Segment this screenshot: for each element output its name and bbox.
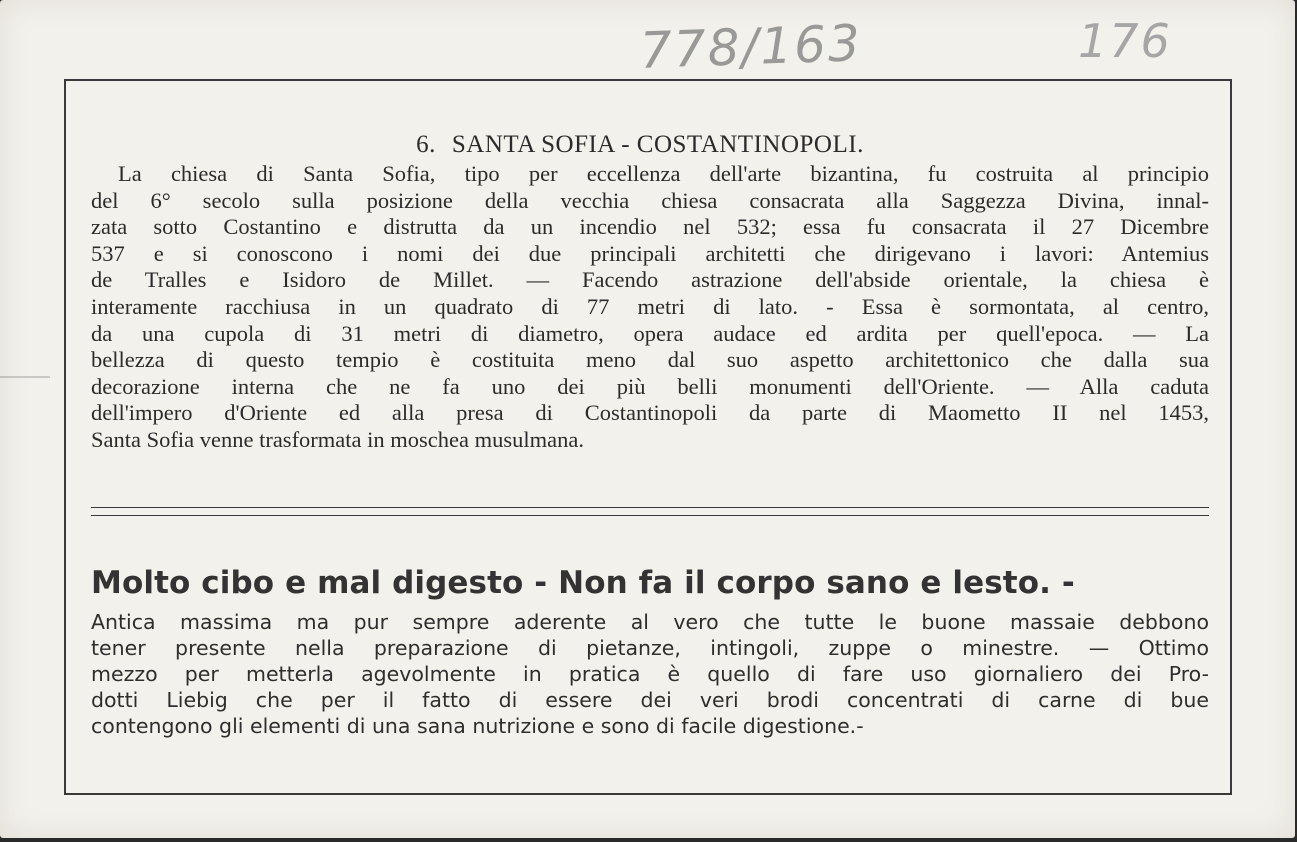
description-line: bellezza di questo tempio è costituita meno dal suo aspetto architettonico che dalla sua <box>91 347 1209 373</box>
description-line: decorazione interna che ne fa uno dei più belli monumenti dell'Oriente. — Alla caduta <box>91 373 1209 399</box>
divider-rule <box>91 507 1209 508</box>
card-title: SANTA SOFIA - COSTANTINOPOLI. <box>451 131 864 158</box>
advert-line: tener presente nella preparazione di pietanze, intingoli, zuppe o minestre. — Ottimo <box>91 636 1209 660</box>
description-line: Santa Sofia venne trasformata in moschea musulmana. <box>91 426 584 452</box>
description-line: dell'impero d'Oriente ed alla presa di Costantinopoli da parte di Maometto II nel 1453, <box>91 400 1209 426</box>
advert-line: contengono gli elementi di una sana nutrizione e sono di facile digestione.- <box>91 714 864 738</box>
description-line: interamente racchiusa in un quadrato di 77 metri di lato. - Essa è sormontata, al centro, <box>91 293 1209 319</box>
description-line: da una cupola di 31 metri di diametro, opera audace ed ardita per quell'epoca. — La <box>91 320 1209 346</box>
divider-rule <box>91 515 1209 516</box>
handwritten-card-number: 176 <box>1078 14 1172 68</box>
edge-scuff <box>0 376 50 378</box>
advert-line: dotti Liebig che per il fatto di essere dei veri brodi concentrati di carne di bue <box>91 688 1209 712</box>
card-heading <box>66 131 1230 159</box>
description-line: del 6° secolo sulla posizione della vecchia chiesa consacrata alla Saggezza Divina, innal- <box>91 187 1209 213</box>
advert-body <box>91 609 1209 739</box>
handwritten-inventory-number: 778/163 <box>639 14 863 80</box>
description-line: 537 e si conoscono i nomi dei due principali architetti che dirigevano i lavori: Antemius <box>91 240 1209 266</box>
card-description <box>91 161 1209 454</box>
card-number: 6. <box>416 131 436 158</box>
description-line: zata sotto Costantino e distrutta da un incendio nel 532; essa fu consacrata il 27 Dicembre <box>91 214 1209 240</box>
printed-frame <box>64 79 1232 795</box>
advert-line: mezzo per metterla agevolmente in pratica è quello di fare uso giornaliero dei Pro- <box>91 662 1209 686</box>
advert-line: Antica massima ma pur sempre aderente al vero che tutte le buone massaie debbono <box>91 610 1209 634</box>
advert-slogan: Molto cibo e mal digesto - Non fa il corpo sano e lesto. - <box>91 565 1075 601</box>
description-line: de Tralles e Isidoro de Millet. — Facendo astrazione dell'abside orientale, la chiesa è <box>91 267 1209 293</box>
description-line: La chiesa di Santa Sofia, tipo per eccellenza dell'arte bizantina, fu costruita al principio <box>118 161 1209 186</box>
